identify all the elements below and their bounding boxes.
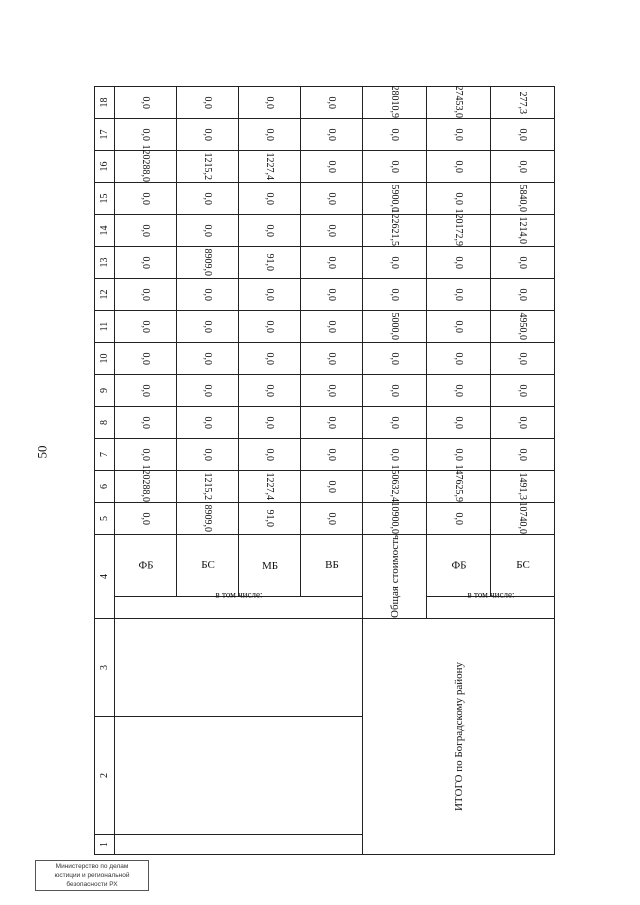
itogo-title: ИТОГО по Боградскому району — [452, 662, 465, 812]
col-number-8: 8 — [95, 407, 115, 439]
table-cell: 0,0 — [239, 87, 301, 119]
table-cell: 10900,0 — [363, 503, 427, 535]
table-cell: 0,0 — [239, 439, 301, 471]
table-cell: 0,0 — [177, 375, 239, 407]
row-label-bs — [177, 535, 239, 597]
itogo-cell — [363, 619, 555, 855]
v-tom-chisle-text: в том числе: — [215, 589, 262, 600]
table-cell: 0,0 — [115, 215, 177, 247]
table-cell: 0,0 — [301, 119, 363, 151]
table-cell: 0,0 — [363, 279, 427, 311]
table-cell: 0,0 — [177, 215, 239, 247]
row-label-fb — [115, 535, 177, 597]
table-cell: 1215,2 — [177, 151, 239, 183]
col-number-2: 2 — [95, 717, 115, 835]
table-cell: 120172,9 — [427, 215, 491, 247]
col-number-1: 1 — [95, 835, 115, 855]
table-cell: 0,0 — [301, 183, 363, 215]
ministry-stamp — [35, 860, 149, 891]
table-cell: 0,0 — [427, 183, 491, 215]
row-label-bs — [491, 535, 555, 597]
row-label-text: БС — [200, 559, 215, 572]
table-cell: 0,0 — [301, 311, 363, 343]
col-number-6: 6 — [95, 471, 115, 503]
row-label-fb — [427, 535, 491, 597]
table-cell: 0,0 — [115, 87, 177, 119]
col-number-13: 13 — [95, 247, 115, 279]
table-cell: 0,0 — [177, 311, 239, 343]
table-cell: 0,0 — [491, 151, 555, 183]
table-cell: 0,0 — [115, 119, 177, 151]
table-cell: 0,0 — [239, 279, 301, 311]
col-number-11: 11 — [95, 311, 115, 343]
page-number: 50 — [34, 445, 50, 459]
col-number-7: 7 — [95, 439, 115, 471]
v-tom-chisle-text: в том числе: — [467, 589, 514, 600]
table-cell: 0,0 — [115, 183, 177, 215]
table-cell: 0,0 — [177, 279, 239, 311]
table-cell: 0,0 — [491, 279, 555, 311]
col-number-9: 9 — [95, 375, 115, 407]
row-label-text: МБ — [261, 559, 278, 572]
table-cell: 10740,0 — [491, 503, 555, 535]
table-cell: 0,0 — [301, 471, 363, 503]
table-cell: 0,0 — [427, 439, 491, 471]
table-cell: 0,0 — [427, 375, 491, 407]
table-cell: 0,0 — [115, 375, 177, 407]
table-cell: 0,0 — [301, 375, 363, 407]
table-cell: 122621,5 — [363, 215, 427, 247]
table-cell: 0,0 — [115, 279, 177, 311]
rotated-table-wrapper — [94, 55, 554, 855]
table-cell: 28010,9 — [363, 87, 427, 119]
table-cell: 0,0 — [115, 503, 177, 535]
table-cell: 0,0 — [239, 375, 301, 407]
table-cell: 0,0 — [115, 311, 177, 343]
col-number-15: 15 — [95, 183, 115, 215]
table-cell: 1227,4 — [239, 151, 301, 183]
stamp-line-1: Министерство по делам — [55, 863, 129, 870]
table-cell: 0,0 — [491, 119, 555, 151]
table-cell: 0,0 — [239, 343, 301, 375]
table-cell: 0,0 — [239, 311, 301, 343]
table-cell: 0,0 — [239, 215, 301, 247]
row-label-text: БС — [515, 559, 530, 572]
table-cell: 0,0 — [301, 503, 363, 535]
cell-col2-blank — [115, 717, 363, 835]
table-cell: 0,0 — [301, 407, 363, 439]
table-cell: 0,0 — [115, 247, 177, 279]
table-cell: 0,0 — [301, 279, 363, 311]
table-cell: 0,0 — [177, 407, 239, 439]
col-number-17: 17 — [95, 119, 115, 151]
row-label-mb — [239, 535, 301, 597]
table-row — [363, 55, 427, 855]
col-number-18: 18 — [95, 87, 115, 119]
table-cell: 120288,0 — [115, 151, 177, 183]
table-cell: 8909,0 — [177, 503, 239, 535]
table-cell: 0,0 — [491, 247, 555, 279]
table-cell: 0,0 — [115, 439, 177, 471]
table-cell: 0,0 — [301, 87, 363, 119]
table-cell: 0,0 — [301, 247, 363, 279]
table-cell: 0,0 — [363, 247, 427, 279]
table-cell: 0,0 — [491, 439, 555, 471]
table-cell: 0,0 — [301, 151, 363, 183]
col-number-3: 3 — [95, 619, 115, 717]
table-cell: 0,0 — [427, 503, 491, 535]
table-cell: 5000,0 — [363, 311, 427, 343]
table-cell: 27453,0 — [427, 87, 491, 119]
col-number-12: 12 — [95, 279, 115, 311]
table-cell: 91,0 — [239, 503, 301, 535]
cell-col3-blank — [115, 619, 363, 717]
table-cell: 0,0 — [363, 407, 427, 439]
col-number-16: 16 — [95, 151, 115, 183]
row-label-text: ВБ — [324, 559, 339, 572]
table-cell: 91,0 — [239, 247, 301, 279]
table-cell: 150632,4 — [363, 471, 427, 503]
row-label-text: ФБ — [137, 559, 154, 572]
table-cell: 0,0 — [177, 87, 239, 119]
table-cell: 0,0 — [427, 151, 491, 183]
table-cell: 0,0 — [239, 183, 301, 215]
table-cell: 1491,3 — [491, 471, 555, 503]
table-cell: 0,0 — [427, 407, 491, 439]
table-cell: 0,0 — [491, 343, 555, 375]
table-cell: 1214,0 — [491, 215, 555, 247]
table-cell: 0,0 — [301, 439, 363, 471]
table-cell: 0,0 — [177, 183, 239, 215]
table-cell: 0,0 — [427, 279, 491, 311]
table-cell: 277,3 — [491, 87, 555, 119]
col-number-14: 14 — [95, 215, 115, 247]
table-cell: 147625,9 — [427, 471, 491, 503]
stamp-line-2: юстиции и региональной — [54, 872, 130, 879]
table-cell: 0,0 — [427, 343, 491, 375]
table-cell: 8909,0 — [177, 247, 239, 279]
table-cell: 0,0 — [363, 439, 427, 471]
table-cell: 0,0 — [427, 119, 491, 151]
table-row — [115, 55, 177, 855]
table-cell: 0,0 — [491, 375, 555, 407]
table-cell: 0,0 — [301, 215, 363, 247]
col-number-5: 5 — [95, 503, 115, 535]
table-cell: 5900,0 — [363, 183, 427, 215]
row-label-vb — [301, 535, 363, 597]
row-label-text: ФБ — [450, 559, 467, 572]
table-cell: 1215,2 — [177, 471, 239, 503]
table-cell: 5840,0 — [491, 183, 555, 215]
table-cell: 0,0 — [239, 407, 301, 439]
v-tom-chisle-label-itogo — [427, 589, 555, 619]
table-cell: 0,0 — [239, 119, 301, 151]
table-cell: 0,0 — [177, 119, 239, 151]
table-cell: 0,0 — [301, 343, 363, 375]
col-number-10: 10 — [95, 343, 115, 375]
table-cell: 0,0 — [177, 439, 239, 471]
table-cell: 120288,0 — [115, 471, 177, 503]
table-cell: 0,0 — [427, 311, 491, 343]
table-cell: 0,0 — [491, 407, 555, 439]
obshchaya-stoimost-label: Общая стоимость — [363, 535, 427, 619]
v-tom-chisle-label — [115, 589, 363, 619]
table-cell: 0,0 — [427, 247, 491, 279]
column-number-row — [95, 55, 115, 855]
table-cell: 0,0 — [363, 151, 427, 183]
table-cell: 0,0 — [115, 343, 177, 375]
cell-col1-blank — [115, 835, 363, 855]
table-cell: 4950,0 — [491, 311, 555, 343]
table-cell: 0,0 — [177, 343, 239, 375]
table-cell: 1227,4 — [239, 471, 301, 503]
col-number-4: 4 — [95, 535, 115, 619]
stamp-line-3: безопасности РХ — [66, 881, 118, 888]
table-cell: 0,0 — [363, 375, 427, 407]
table-cell: 0,0 — [115, 407, 177, 439]
table-cell: 0,0 — [363, 119, 427, 151]
table-cell: 0,0 — [363, 343, 427, 375]
budget-table — [94, 54, 555, 855]
